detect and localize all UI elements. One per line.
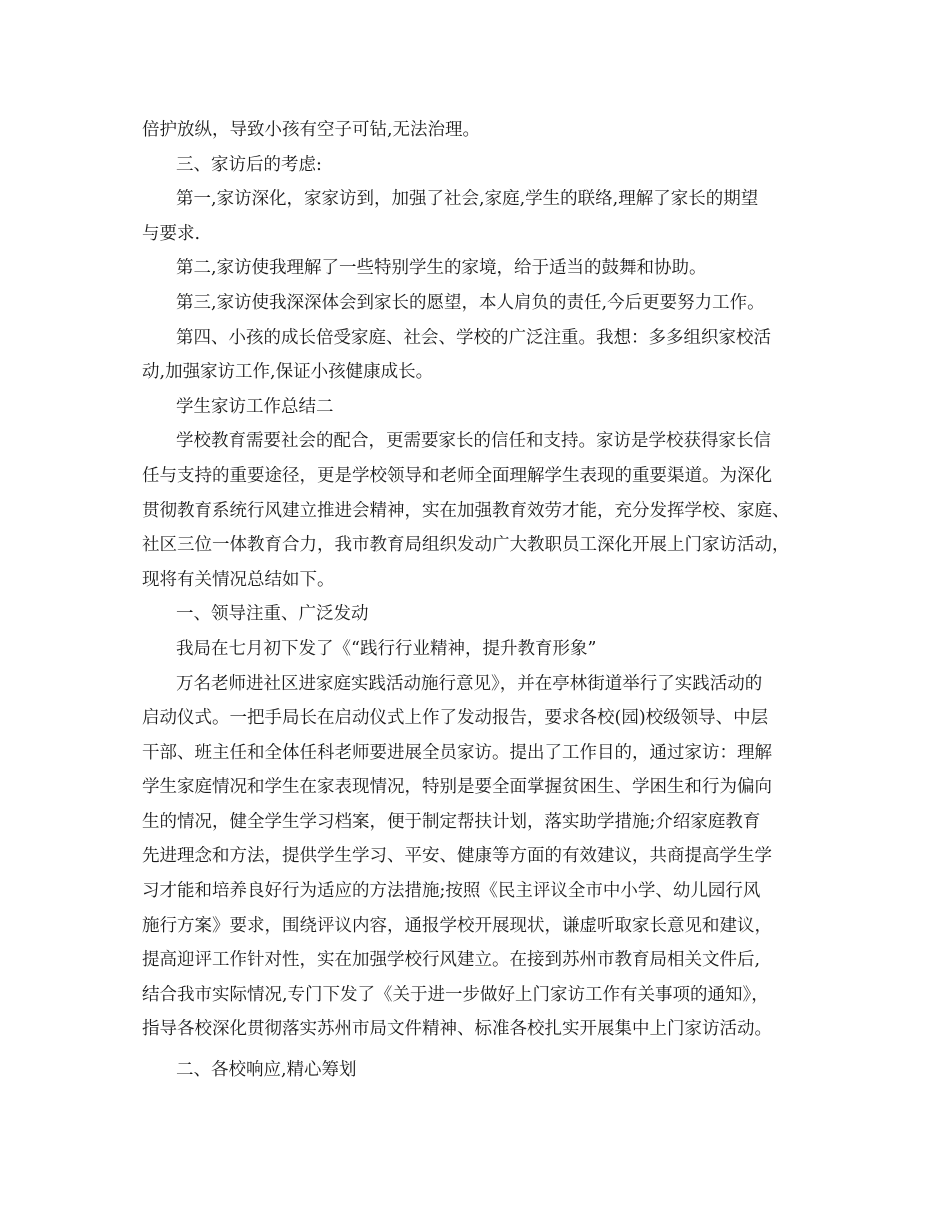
text-line: 结合我市实际情况,专门下发了《关于进一步做好上门家访工作有关事项的通知》， — [142, 984, 769, 1005]
text-line: 第一,家访深化，家家访到，加强了社会,家庭,学生的联络,理解了家长的期望 — [176, 189, 759, 210]
text-line: 万名老师进社区进家庭实践活动施行意见》，并在亭林街道举行了实践活动的 — [176, 673, 763, 694]
document-body — [142, 113, 822, 1088]
text-line: 第三,家访使我深深体会到家长的愿望，本人肩负的责任,今后更要努力工作。 — [176, 292, 765, 313]
text-line: 施行方案》要求，围绕评议内容，通报学校开展现状，谦虚听取家长意见和建议， — [142, 915, 772, 936]
text-line: 倍护放纵，导致小孩有空子可钻,无法治理。 — [142, 120, 481, 140]
text-line: 干部、班主任和全体任科老师要进展全员家访。提出了工作目的，通过家访：理解 — [142, 742, 772, 763]
section-heading: 一、领导注重、广泛发动 — [176, 604, 369, 625]
text-line: 任与支持的重要途径，更是学校领导和老师全面理解学生表现的重要渠道。为深化 — [142, 465, 772, 486]
text-line: 现将有关情况总结如下。 — [142, 569, 335, 590]
document-subtitle: 学生家访工作总结二 — [176, 396, 334, 417]
text-line: 启动仪式。一把手局长在启动仪式上作了发动报告，要求各校(园)校级领导、中层 — [142, 708, 769, 729]
text-line: 第二,家访使我理解了一些特别学生的家境，给于适当的鼓舞和协助。 — [176, 258, 707, 279]
section-heading: 二、各校响应,精心筹划 — [176, 1060, 357, 1081]
text-line: 先进理念和方法，提供学生学习、平安、健康等方面的有效建议，共商提高学生学 — [142, 846, 772, 867]
text-line: 与要求. — [142, 223, 201, 244]
text-line: 指导各校深化贯彻落实苏州市局文件精神、标准各校扎实开展集中上门家访活动。 — [142, 1019, 772, 1040]
text-line: 生的情况，健全学生学习档案，便于制定帮扶计划，落实助学措施;介绍家庭教育 — [142, 811, 761, 832]
text-line: 学校教育需要社会的配合，更需要家长的信任和支持。家访是学校获得家长信 — [176, 431, 771, 452]
text-line: 贯彻教育系统行风建立推进会精神，实在加强教育效劳才能，充分发挥学校、家庭、 — [142, 500, 790, 521]
text-line: 第四、小孩的成长倍受家庭、社会、学校的广泛注重。我想：多多组织家校活 — [176, 327, 771, 348]
text-line: 我局在七月初下发了《“践行行业精神，提升教育形象” — [176, 638, 597, 659]
text-line: 社区三位一体教育合力，我市教育局组织发动广大教职员工深化开展上门家访活动， — [142, 535, 790, 556]
text-line: 习才能和培养良好行为适应的方法措施;按照《民主评议全市中小学、幼儿园行风 — [142, 881, 761, 902]
section-heading: 三、家访后的考虑: — [176, 154, 322, 175]
text-line: 学生家庭情况和学生在家表现情况，特别是要全面掌握贫困生、学困生和行为偏向 — [142, 777, 772, 798]
text-line: 提高迎评工作针对性，实在加强学校行风建立。在接到苏州市教育局相关文件后, — [142, 950, 761, 971]
text-line: 动,加强家访工作,保证小孩健康成长。 — [142, 362, 434, 383]
